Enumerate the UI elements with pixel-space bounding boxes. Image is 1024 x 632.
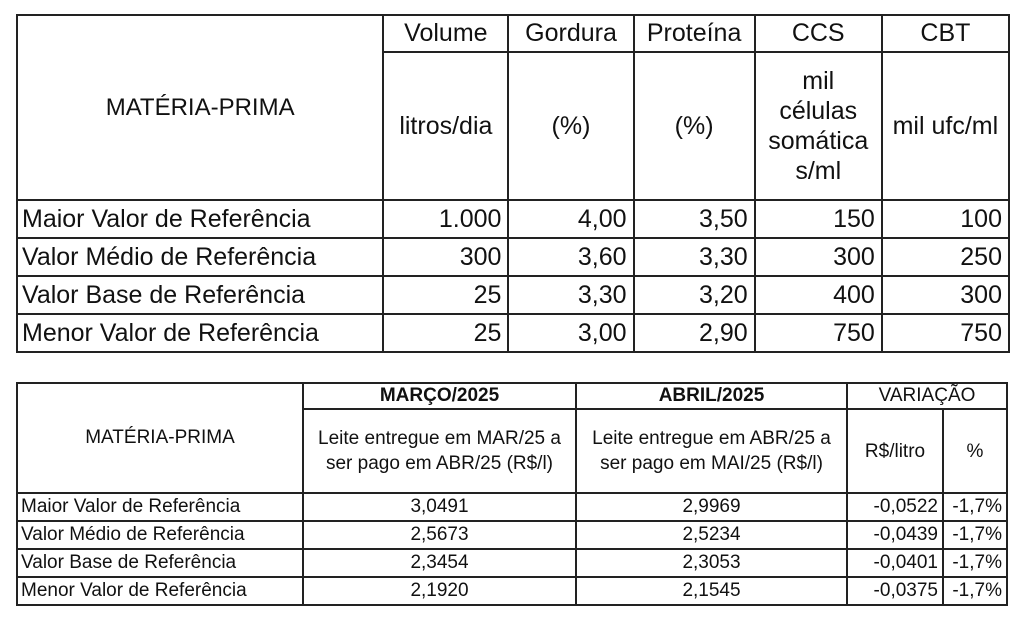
unit-gordura: (%) <box>508 52 633 200</box>
cell-marco: 2,5673 <box>303 521 576 549</box>
cell-variation-rs: -0,0401 <box>847 549 943 577</box>
cell-variation-rs: -0,0375 <box>847 577 943 605</box>
variation-unit-pct: % <box>943 409 1007 493</box>
cell-variation-rs: -0,0522 <box>847 493 943 521</box>
materia-prima-header: MATÉRIA-PRIMA <box>17 15 383 200</box>
cell-cbt: 750 <box>882 314 1009 352</box>
row-label: Valor Base de Referência <box>17 549 303 577</box>
column-header-gordura: Gordura <box>508 15 633 52</box>
materia-prima-header: MATÉRIA-PRIMA <box>17 383 303 493</box>
cell-cbt: 100 <box>882 200 1009 238</box>
cell-ccs: 750 <box>755 314 882 352</box>
month2-description: Leite entregue em ABR/25 a ser pago em MAI/25 (R$/l) <box>576 409 847 493</box>
row-label: Maior Valor de Referência <box>17 200 383 238</box>
cell-marco: 3,0491 <box>303 493 576 521</box>
cell-ccs: 150 <box>755 200 882 238</box>
cell-marco: 2,1920 <box>303 577 576 605</box>
table-row <box>17 314 1009 352</box>
cell-variation-pct: -1,7% <box>943 549 1007 577</box>
cell-ccs: 400 <box>755 276 882 314</box>
column-header-volume: Volume <box>383 15 508 52</box>
unit-proteina: (%) <box>634 52 755 200</box>
cell-variation-rs: -0,0439 <box>847 521 943 549</box>
cell-marco: 2,3454 <box>303 549 576 577</box>
cell-volume: 25 <box>383 314 508 352</box>
month-header-marco: MARÇO/2025 <box>303 383 576 409</box>
cell-variation-pct: -1,7% <box>943 521 1007 549</box>
cell-ccs: 300 <box>755 238 882 276</box>
cell-variation-pct: -1,7% <box>943 493 1007 521</box>
table-row <box>17 521 1007 549</box>
table-row <box>17 200 1009 238</box>
table-header-row <box>17 383 1007 409</box>
cell-abril: 2,3053 <box>576 549 847 577</box>
cell-proteina: 3,20 <box>634 276 755 314</box>
table-row <box>17 238 1009 276</box>
cell-variation-pct: -1,7% <box>943 577 1007 605</box>
reference-values-table <box>16 14 1010 353</box>
cell-cbt: 250 <box>882 238 1009 276</box>
unit-cbt: mil ufc/ml <box>882 52 1009 200</box>
unit-volume: litros/dia <box>383 52 508 200</box>
month-header-abril: ABRIL/2025 <box>576 383 847 409</box>
cell-gordura: 3,30 <box>508 276 633 314</box>
unit-ccs: mil células somática s/ml <box>755 52 882 200</box>
cell-abril: 2,9969 <box>576 493 847 521</box>
cell-proteina: 2,90 <box>634 314 755 352</box>
cell-abril: 2,1545 <box>576 577 847 605</box>
table-row <box>17 577 1007 605</box>
table-row <box>17 549 1007 577</box>
cell-volume: 1.000 <box>383 200 508 238</box>
variation-header: VARIAÇÃO <box>847 383 1007 409</box>
row-label: Valor Médio de Referência <box>17 238 383 276</box>
month1-description: Leite entregue em MAR/25 a ser pago em ABR/25 (R$/l) <box>303 409 576 493</box>
cell-proteina: 3,50 <box>634 200 755 238</box>
row-label: Valor Base de Referência <box>17 276 383 314</box>
price-comparison-table <box>16 382 1008 606</box>
row-label: Menor Valor de Referência <box>17 577 303 605</box>
column-header-cbt: CBT <box>882 15 1009 52</box>
variation-unit-rs: R$/litro <box>847 409 943 493</box>
table-row <box>17 276 1009 314</box>
column-header-proteina: Proteína <box>634 15 755 52</box>
cell-gordura: 4,00 <box>508 200 633 238</box>
cell-cbt: 300 <box>882 276 1009 314</box>
cell-abril: 2,5234 <box>576 521 847 549</box>
table-row <box>17 493 1007 521</box>
row-label: Menor Valor de Referência <box>17 314 383 352</box>
cell-gordura: 3,60 <box>508 238 633 276</box>
cell-proteina: 3,30 <box>634 238 755 276</box>
table-header-row <box>17 15 1009 52</box>
row-label: Maior Valor de Referência <box>17 493 303 521</box>
row-label: Valor Médio de Referência <box>17 521 303 549</box>
cell-gordura: 3,00 <box>508 314 633 352</box>
cell-volume: 300 <box>383 238 508 276</box>
cell-volume: 25 <box>383 276 508 314</box>
column-header-ccs: CCS <box>755 15 882 52</box>
